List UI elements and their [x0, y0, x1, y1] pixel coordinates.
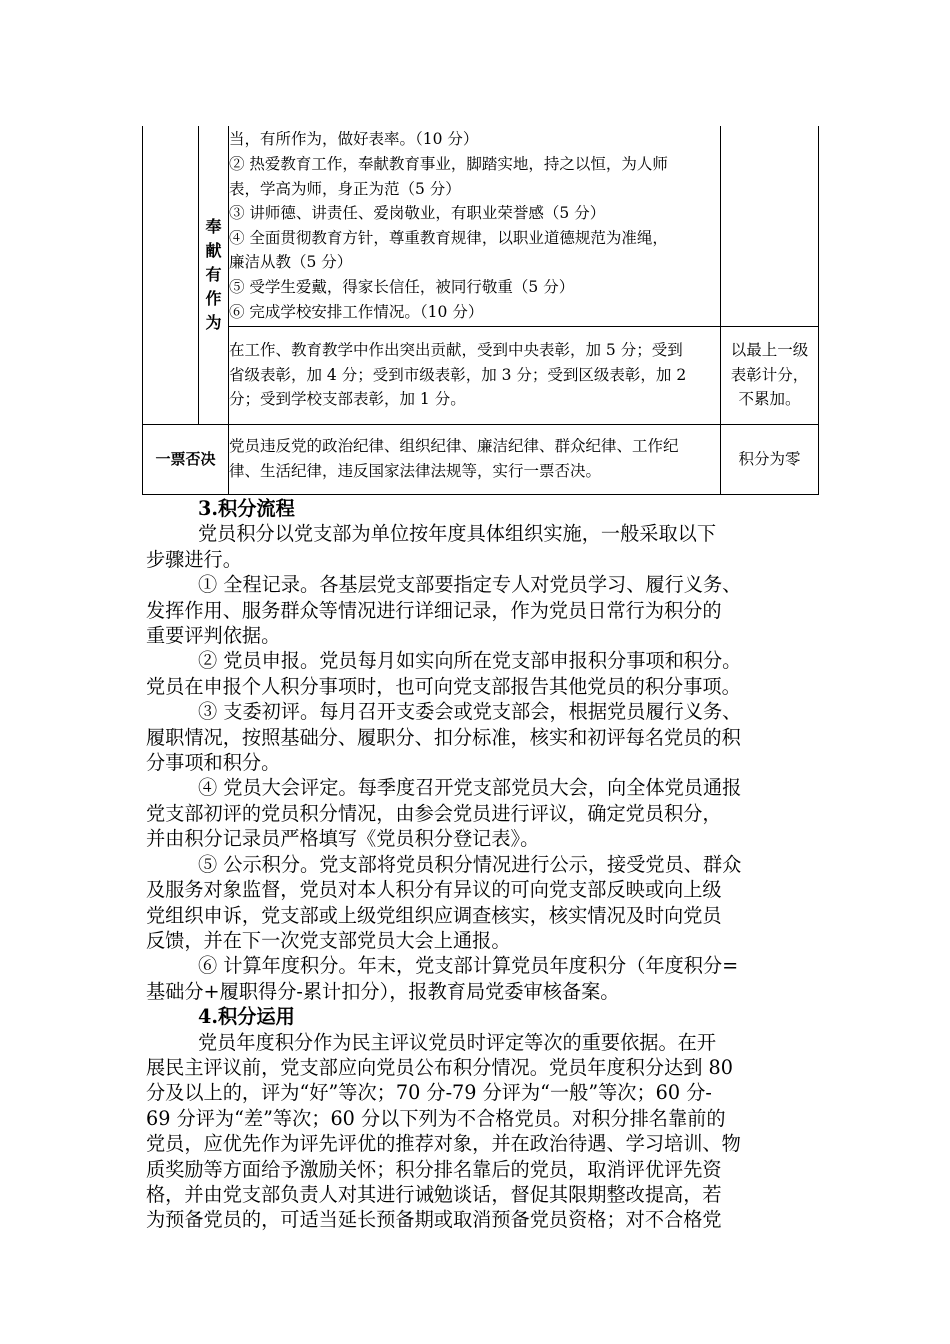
veto-note: 积分为零 — [738, 449, 801, 468]
table-row-bonus — [143, 326, 819, 424]
text-line: 及服务对象监督，党员对本人积分有异议的可向党支部反映或向上级 — [146, 878, 722, 902]
text-line: 反馈，并在下一次党支部党员大会上通报。 — [146, 928, 511, 952]
paragraph — [146, 775, 814, 851]
veto-label-cell — [143, 424, 229, 494]
table-row-duties — [143, 126, 819, 326]
bonus-line: 分；受到学校支部表彰，加 1 分。 — [229, 390, 466, 409]
bonus-note-line: 不累加。 — [738, 390, 801, 409]
text-line: 党员年度积分作为民主评议党员时评定等次的重要依据。在开 — [198, 1030, 717, 1054]
text-line: 展民主评议前，党支部应向党员公布积分情况。党员年度积分达到 80 — [146, 1055, 733, 1079]
bonus-line: 省级表彰，加 4 分；受到市级表彰，加 3 分；受到区级表彰，加 2 — [229, 365, 687, 384]
text-line: ⑥ 计算年度积分。年末，党支部计算党员年度积分（年度积分= — [198, 954, 739, 978]
bonus-note-line: 以最上一级 — [730, 341, 809, 360]
paragraph — [146, 1030, 814, 1233]
text-line: 党组织申诉，党支部或上级党组织应调查核实，核实情况及时向党员 — [146, 903, 722, 927]
duties-line: ② 热爱教育工作，奉献教育事业，脚踏实地，持之以恒，为人师 — [229, 154, 668, 173]
text-line: 步骤进行。 — [146, 547, 242, 571]
text-line: 重要评判依据。 — [146, 624, 281, 648]
duties-note-cell — [721, 126, 819, 326]
duties-line: ⑥ 完成学校安排工作情况。（10 分） — [229, 302, 484, 321]
text-line: 分及以上的，评为“好”等次；70 分-79 分评为“一般”等次；60 分- — [146, 1081, 712, 1105]
paragraph — [146, 521, 814, 572]
paragraph — [146, 953, 814, 1004]
paragraph — [146, 852, 814, 954]
duties-line: 廉洁从教（5 分） — [229, 253, 353, 272]
bonus-note-line: 表彰计分， — [730, 365, 809, 384]
paragraph — [146, 572, 814, 648]
text-line: 党员在申报个人积分事项时，也可向党支部报告其他党员的积分事项。 — [146, 674, 741, 698]
text-line: ③ 支委初评。每月召开支委会或党支部会，根据党员履行义务、 — [198, 700, 742, 724]
text-line: 基础分+履职得分-累计扣分），报教育局党委审核备案。 — [146, 979, 620, 1003]
text-line: ① 全程记录。各基层党支部要指定专人对党员学习、履行义务、 — [198, 573, 742, 597]
veto-label: 一票否决 — [155, 449, 216, 468]
category-cell — [199, 126, 229, 424]
duties-line: ⑤ 受学生爱戴，得家长信任，被同行敬重（5 分） — [229, 277, 575, 296]
veto-line: 律、生活纪律，违反国家法律法规等，实行一票否决。 — [229, 462, 602, 480]
veto-cell — [229, 424, 721, 494]
blank-cell — [143, 126, 199, 424]
text-line: 分事项和积分。 — [146, 751, 281, 775]
text-line: 为预备党员的，可适当延长预备期或取消预备党员资格；对不合格党 — [146, 1208, 722, 1232]
section-heading: 3.积分流程 — [198, 497, 295, 520]
bonus-cell — [229, 326, 721, 424]
text-line: ④ 党员大会评定。每季度召开党支部党员大会，向全体党员通报 — [198, 776, 742, 800]
text-line: 质奖励等方面给予激励关怀；积分排名靠后的党员，取消评优评先资 — [146, 1157, 722, 1181]
score-table — [142, 126, 819, 495]
paragraph — [146, 699, 814, 775]
text-line: 党员积分以党支部为单位按年度具体组织实施，一般采取以下 — [198, 522, 717, 546]
duties-line: 当，有所作为，做好表率。（10 分） — [229, 130, 479, 149]
veto-line: 党员违反党的政治纪律、组织纪律、廉洁纪律、群众纪律、工作纪 — [229, 437, 679, 456]
text-line: 党支部初评的党员积分情况，由参会党员进行评议，确定党员积分， — [146, 801, 722, 825]
text-line: 履职情况，按照基础分、履职分、扣分标准，核实和初评每名党员的积 — [146, 725, 741, 749]
category-label: 奉献有作为 — [205, 216, 222, 332]
text-line: 并由积分记录员严格填写《党员积分登记表》。 — [146, 827, 540, 851]
text-line: ② 党员申报。党员每月如实向所在党支部申报积分事项和积分。 — [198, 649, 742, 673]
table-row-veto — [143, 424, 819, 494]
text-line: 发挥作用、服务群众等情况进行详细记录，作为党员日常行为积分的 — [146, 598, 722, 622]
bonus-line: 在工作、教育教学中作出突出贡献，受到中央表彰，加 5 分；受到 — [229, 341, 683, 360]
section-heading: 4.积分运用 — [198, 1005, 295, 1029]
veto-note-cell — [721, 424, 819, 494]
text-line: 格，并由党支部负责人对其进行诫勉谈话，督促其限期整改提高，若 — [146, 1182, 722, 1206]
text-line: 69 分评为“差”等次；60 分以下列为不合格党员。对积分排名靠前的 — [146, 1106, 726, 1130]
body-text — [146, 496, 814, 1233]
duties-line: ③ 讲师德、讲责任、爱岗敬业，有职业荣誉感（5 分） — [229, 204, 606, 223]
text-line: ⑤ 公示积分。党支部将党员积分情况进行公示，接受党员、群众 — [198, 852, 742, 876]
duties-line: ④ 全面贯彻教育方针，尊重教育规律，以职业道德规范为准绳， — [229, 228, 668, 247]
paragraph — [146, 648, 814, 699]
duties-cell — [229, 126, 721, 326]
duties-line: 表，学高为师，身正为范（5 分） — [229, 179, 461, 198]
text-line: 党员，应优先作为评先评优的推荐对象，并在政治待遇、学习培训、物 — [146, 1132, 741, 1156]
bonus-note-cell — [721, 326, 819, 424]
